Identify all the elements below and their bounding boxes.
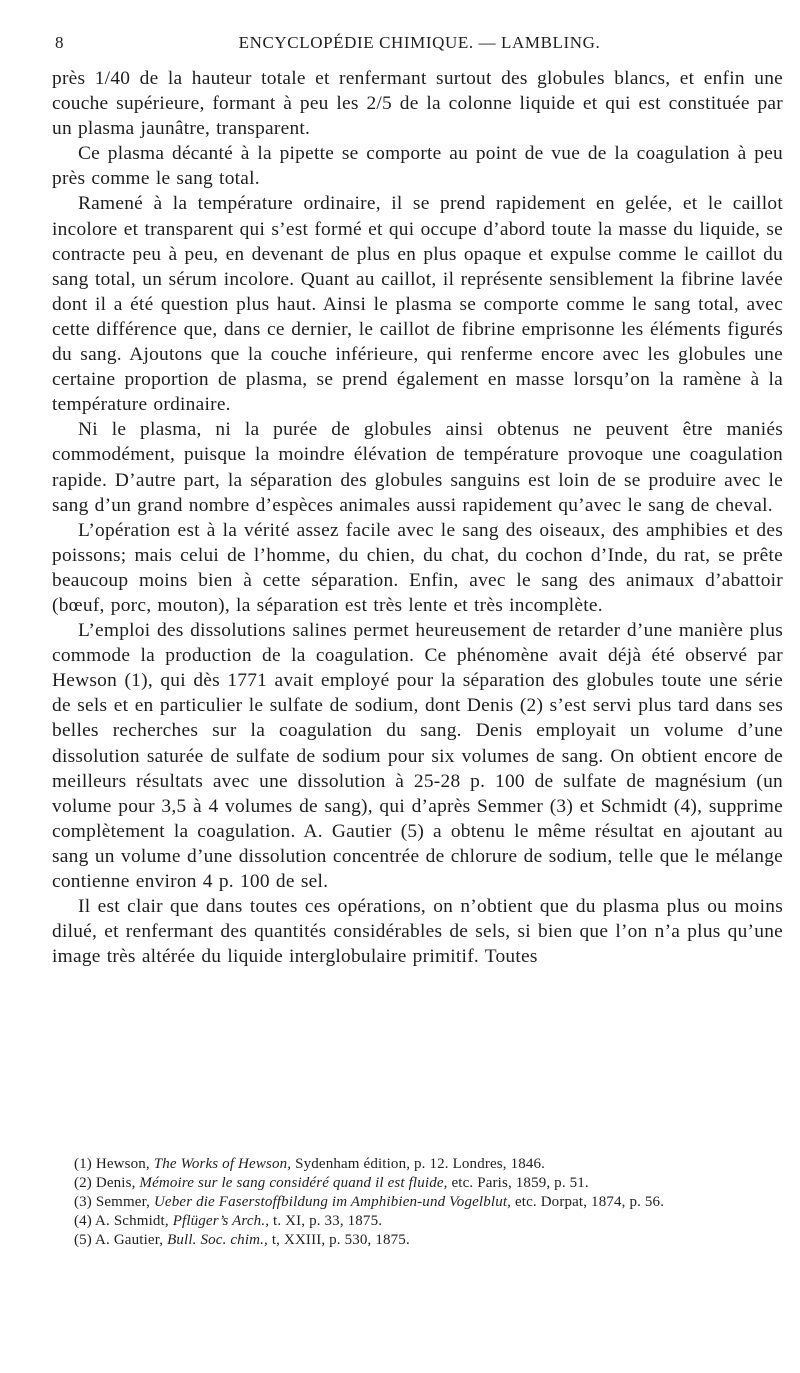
paragraph: Il est clair que dans toutes ces opérations, on n’obtient que du plasma plus ou moins dilué, et renfermant des quantités considérables de sels, si bien que l’on n’a plus qu’une image très altérée du liquide interglobulaire primitif. Toutes: [52, 896, 783, 968]
body-text: [52, 66, 783, 969]
footnote: [52, 1231, 787, 1250]
footnote-author: Hewson,: [95, 1156, 150, 1172]
paragraph: Ramené à la température ordinaire, il se prend rapidement en gelée, et le caillot incolore et transparent qui s’est formé et qui occupe d’abord toute la masse du liquide, se contracte peu à peu, en devenant de plus en plus opaque et expulse comme le caillot du sang total, un sérum incolore. Quant au caillot, il représente sensiblement la fibrine lavée dont il a été question plus haut. Ainsi le plasma se comporte comme le sang total, avec cette différence que, dans ce dernier, le caillot de fibrine emprisonne les éléments figurés du sang. Ajoutons que la couche inférieure, qui renferme encore avec les globules une certaine proportion de plasma, se prend également en masse lorsqu’on la ramène à la température ordinaire.: [52, 193, 783, 416]
footnote-author: Denis,: [95, 1175, 136, 1191]
footnote: [52, 1155, 787, 1174]
footnotes: [52, 1155, 787, 1250]
footnote-number: (5): [74, 1232, 92, 1248]
document-page: [52, 0, 787, 1373]
footnote-details: etc. Dorpat, 1874, p. 56.: [514, 1194, 665, 1210]
footnote-title: Pflüger’s Arch.,: [172, 1213, 270, 1229]
footnote-number: (3): [74, 1194, 92, 1210]
paragraph: L’emploi des dissolutions salines permet heureusement de retarder d’une manière plus commode la production de la coagulation. Ce phénomène avait déjà été observé par Hewson (1), qui dès 1771 avait employé pour la séparation des globules toute une série de sels et en particulier le sulfate de sodium, dont Denis (2) s’est servi plus tard dans ses belles recherches sur la coagulation du sang. Denis employait un volume d’une dissolution saturée de sulfate de sodium pour six volumes de sang. On obtient encore de meilleurs résultats avec une dissolution à 25-28 p. 100 de sulfate de magnésium (un volume pour 3,5 à 4 volumes de sang), qui d’après Semmer (3) et Schmidt (4), supprime complètement la coagulation. A. Gautier (5) a obtenu le même résultat en ajoutant au sang un volume d’une dissolution concentrée de chlorure de sodium, telle que le mélange contienne environ 4 p. 100 de sel.: [52, 620, 783, 892]
paragraph: Ni le plasma, ni la purée de globules ainsi obtenus ne peuvent être maniés commodément, puisque la moindre élévation de température provoque une coagulation rapide. D’autre part, la séparation des globules sanguins est loin de se produire avec le sang d’un grand nombre d’espèces animales aussi rapidement qu’avec le sang de cheval.: [52, 419, 783, 516]
footnote: [52, 1212, 787, 1231]
footnote-title: Mémoire sur le sang considéré quand il est fluide,: [139, 1175, 448, 1191]
paragraph: Ce plasma décanté à la pipette se comporte au point de vue de la coagulation à peu près comme le sang total.: [52, 143, 783, 190]
footnote-author: A. Gautier,: [95, 1232, 164, 1248]
footnote-details: t. XI, p. 33, 1875.: [273, 1213, 383, 1229]
footnote-title: Ueber die Faserstoffbildung im Amphibien-und Vogelblut,: [153, 1194, 512, 1210]
footnote-number: (1): [74, 1156, 92, 1172]
footnote-author: Semmer,: [95, 1194, 151, 1210]
footnote-details: t, XXIII, p. 530, 1875.: [271, 1232, 410, 1248]
running-header: [52, 33, 787, 57]
footnote-details: Sydenham édition, p. 12. Londres, 1846.: [295, 1156, 546, 1172]
header-title: ENCYCLOPÉDIE CHIMIQUE. — LAMBLING.: [238, 33, 601, 52]
paragraph: près 1/40 de la hauteur totale et renfermant surtout des globules blancs, et enfin une couche supérieure, formant à peu les 2/5 de la colonne liquide et qui est constituée par un plasma jaunâtre, transparent.: [52, 68, 783, 140]
footnote-number: (4): [74, 1213, 92, 1229]
footnote: [52, 1174, 787, 1193]
footnote: [52, 1193, 787, 1212]
footnote-author: A. Schmidt,: [95, 1213, 169, 1229]
page-number: 8: [55, 33, 64, 52]
footnote-title: Bull. Soc. chim.,: [167, 1232, 268, 1248]
footnote-number: (2): [74, 1175, 92, 1191]
paragraph: L’opération est à la vérité assez facile avec le sang des oiseaux, des amphibies et des poissons; mais celui de l’homme, du chien, du chat, du cochon d’Inde, du rat, se prête beaucoup moins bien à cette séparation. Enfin, avec le sang des animaux d’abattoir (bœuf, porc, mouton), la séparation est très lente et très incomplète.: [52, 519, 783, 616]
footnote-details: etc. Paris, 1859, p. 51.: [451, 1175, 589, 1191]
footnote-title: The Works of Hewson,: [153, 1156, 292, 1172]
